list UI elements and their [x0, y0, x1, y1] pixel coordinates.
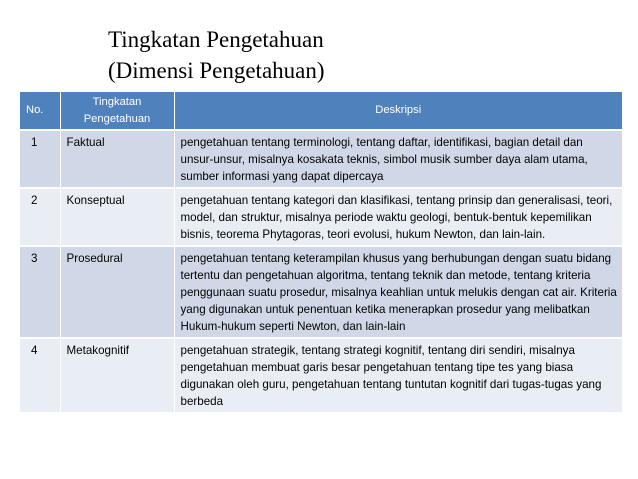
row-number: 4	[20, 338, 60, 412]
table-row	[20, 246, 622, 338]
row-level: Metakognitif	[60, 338, 174, 412]
table-row	[20, 188, 622, 246]
slide-title	[108, 24, 325, 86]
knowledge-levels-table	[20, 92, 622, 412]
row-number: 1	[20, 130, 60, 188]
row-level: Faktual	[60, 130, 174, 188]
row-description: pengetahuan tentang kategori dan klasifikasi, tentang prinsip dan generalisasi, teori, model, dan struktur, misalnya periode waktu geologi, bentuk-bentuk kepemilikan bisnis, teorema Phytagoras, teori evolusi, hukum Newton, dan lain-lain.	[174, 188, 622, 246]
title-line-2: (Dimensi Pengetahuan)	[108, 58, 325, 83]
row-level: Konseptual	[60, 188, 174, 246]
header-description: Deskripsi	[174, 92, 622, 130]
row-number: 2	[20, 188, 60, 246]
table-header-row	[20, 92, 622, 130]
row-level: Prosedural	[60, 246, 174, 338]
table-row	[20, 130, 622, 188]
title-line-1: Tingkatan Pengetahuan	[108, 27, 324, 52]
row-number: 3	[20, 246, 60, 338]
header-level: Tingkatan Pengetahuan	[60, 92, 174, 130]
row-description: pengetahuan strategik, tentang strategi kognitif, tentang diri sendiri, misalnya pengetahuan membuat garis besar pengetahuan tentang tipe tes yang biasa digunakan oleh guru, pengetahuan tentang tuntutan kognitif dari tugas-tugas yang berbeda	[174, 338, 622, 412]
row-description: pengetahuan tentang keterampilan khusus yang berhubungan dengan suatu bidang tertentu dan pengetahuan algoritma, tentang teknik dan metode, tentang kriteria penggunaan suatu prosedur, misalnya keahlian untuk melukis dengan cat air. Kriteria yang digunakan untuk penentuan ketika menerapkan prosedur yang melibatkan Hukum-hukum seperti Newton, dan lain-lain	[174, 246, 622, 338]
header-no: No.	[20, 92, 60, 130]
table-row	[20, 338, 622, 412]
row-description: pengetahuan tentang terminologi, tentang daftar, identifikasi, bagian detail dan unsur-unsur, misalnya kosakata teknis, simbol musik sumber daya alam utama, sumber informasi yang dapat dipercaya	[174, 130, 622, 188]
